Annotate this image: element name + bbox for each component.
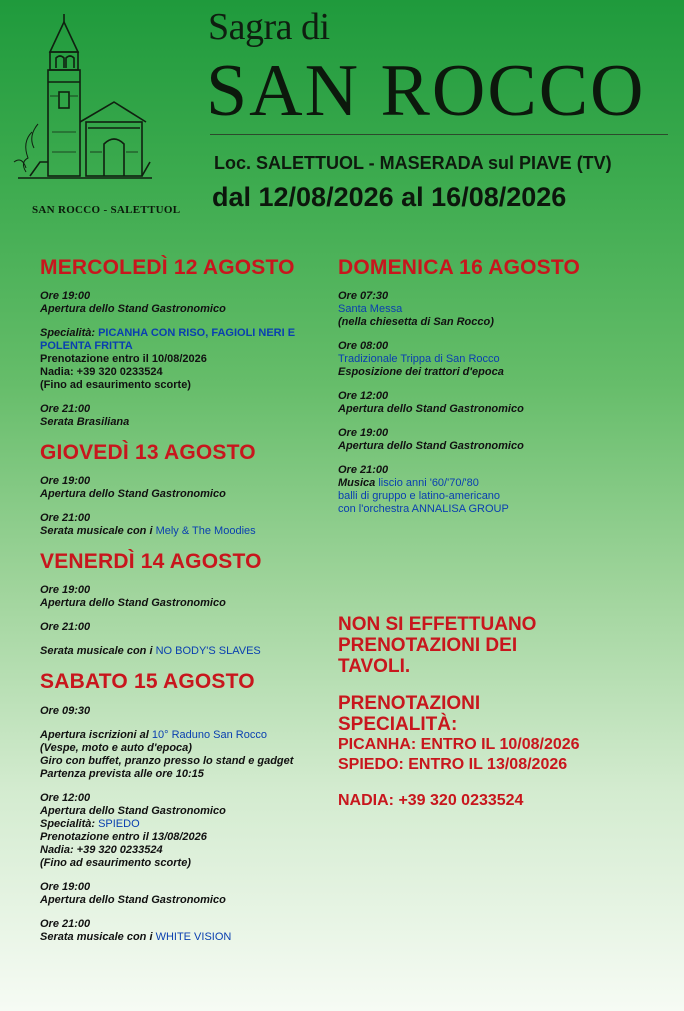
program-event (40, 792, 340, 870)
event-line (40, 805, 340, 818)
notice-contact: NADIA: +39 320 0233524 (338, 792, 524, 809)
event-line (338, 390, 638, 403)
event-line (40, 366, 340, 379)
notice-picanha: PICANHA: ENTRO IL 10/08/2026 (338, 736, 580, 753)
event-text: Prenotazione entro il 10/08/2026 (40, 353, 207, 366)
event-text: liscio anni '60/'70/'80 (378, 477, 479, 490)
event-line (40, 831, 340, 844)
event-line (40, 844, 340, 857)
event-text: WHITE VISION (155, 930, 232, 943)
event-line (338, 403, 638, 416)
event-text: balli di gruppo e latino-americano (338, 490, 501, 503)
event-text: 10° Raduno San Rocco (151, 728, 267, 741)
event-text: Ore 21:00 (40, 512, 91, 525)
event-text: NO BODY'S SLAVES (155, 645, 261, 658)
event-line (40, 475, 340, 488)
program-event (40, 729, 340, 781)
program-event (40, 512, 340, 538)
event-line (40, 621, 340, 634)
event-text: (nella chiesetta di San Rocco) (338, 316, 494, 329)
location: Loc. SALETTUOL - MASERADA sul PIAVE (TV) (214, 153, 612, 173)
day-title: GIOVEDÌ 13 AGOSTO (40, 441, 256, 465)
program-event (40, 918, 340, 944)
event-dates: dal 12/08/2026 al 16/08/2026 (212, 182, 567, 212)
event-text: (Fino ad esaurimento scorte) (40, 379, 191, 392)
program-event (40, 475, 340, 501)
event-line (40, 645, 340, 658)
event-line (40, 525, 340, 538)
event-line (40, 512, 340, 525)
program-event (40, 584, 340, 610)
event-line (338, 316, 638, 329)
program-event (40, 705, 340, 718)
event-text: Nadia: +39 320 0233524 (40, 843, 163, 856)
event-line (338, 490, 638, 503)
spacer (338, 775, 658, 791)
event-text: Apertura dello Stand Gastronomico (338, 440, 524, 453)
event-text: Santa Messa (338, 303, 403, 316)
event-text: Tradizionale Trippa di San Rocco (338, 353, 500, 366)
event-text: Musica (338, 477, 379, 490)
event-text: Apertura dello Stand Gastronomico (40, 597, 226, 610)
event-line (40, 729, 340, 742)
event-text: Serata Brasiliana (40, 416, 130, 429)
event-line (338, 290, 638, 303)
reservation-notice (338, 614, 658, 811)
event-text: Specialità: (40, 817, 99, 830)
event-line (338, 353, 638, 366)
event-text: Ore 19:00 (40, 584, 91, 597)
program-left-column (40, 256, 340, 956)
event-text: Ore 09:30 (40, 704, 91, 717)
program-event (40, 403, 340, 429)
event-text: Serata musicale con i (40, 645, 156, 658)
program-event (338, 390, 638, 416)
day-section (40, 550, 340, 658)
day-title: SABATO 15 AGOSTO (40, 670, 255, 694)
event-text: POLENTA FRITTA (40, 340, 133, 353)
event-line (338, 503, 638, 516)
event-text: (Vespe, moto e auto d'epoca) (40, 741, 192, 754)
notice-spiedo: SPIEDO: ENTRO IL 13/08/2026 (338, 756, 568, 773)
event-line (40, 416, 340, 429)
event-text: Ore 19:00 (40, 290, 91, 303)
event-text: Ore 19:00 (338, 427, 389, 440)
event-line (40, 303, 340, 316)
notice-line: TAVOLI. (338, 656, 411, 677)
event-text: Ore 12:00 (338, 390, 389, 403)
event-text: (Fino ad esaurimento scorte) (40, 856, 191, 869)
event-text: Specialità: (40, 327, 99, 340)
event-line (40, 353, 340, 366)
day-section (40, 670, 340, 943)
notice-line: NON SI EFFETTUANO (338, 614, 537, 635)
event-line (40, 918, 340, 931)
day-section (338, 256, 638, 516)
program-event (338, 290, 638, 329)
event-line (40, 340, 340, 353)
event-text: Apertura dello Stand Gastronomico (338, 403, 524, 416)
day-section (40, 256, 340, 429)
event-line (40, 705, 340, 718)
event-line (40, 894, 340, 907)
event-text: Ore 21:00 (40, 621, 91, 634)
event-line (40, 792, 340, 805)
event-text: Serata musicale con i (40, 930, 156, 943)
event-text: Ore 21:00 (40, 403, 91, 416)
day-title: MERCOLEDÌ 12 AGOSTO (40, 256, 295, 279)
event-line (40, 290, 340, 303)
event-line (40, 881, 340, 894)
event-line (40, 768, 340, 781)
notice-line: PRENOTAZIONI (338, 693, 481, 714)
event-text: Prenotazione entro il 13/08/2026 (40, 830, 207, 843)
event-text: Apertura iscrizioni al (40, 728, 152, 741)
program-event (40, 327, 340, 392)
event-line (40, 931, 340, 944)
program-right-column (338, 256, 638, 528)
event-text: SPIEDO (98, 817, 140, 830)
event-text: Nadia: +39 320 0233524 (40, 366, 163, 379)
logo-caption: SAN ROCCO - SALETTUOL (32, 204, 181, 216)
event-text: Ore 19:00 (40, 880, 91, 893)
event-line (338, 427, 638, 440)
event-text: Partenza prevista alle ore 10:15 (40, 767, 204, 780)
event-line (338, 477, 638, 490)
day-section (40, 441, 340, 538)
event-line (338, 303, 638, 316)
day-title: DOMENICA 16 AGOSTO (338, 256, 581, 279)
program-event (338, 427, 638, 453)
event-text: Ore 07:30 (338, 290, 389, 303)
notice-line: SPECIALITÀ: (338, 714, 458, 735)
event-line (40, 327, 340, 340)
subtitle: Sagra di (208, 6, 330, 48)
event-line (40, 403, 340, 416)
event-line (338, 440, 638, 453)
program-event (338, 464, 638, 516)
event-text: Giro con buffet, pranzo presso lo stand e gadget (40, 754, 294, 767)
event-line (40, 584, 340, 597)
event-text: Mely & The Moodies (155, 525, 256, 538)
notice-line: PRENOTAZIONI DEI (338, 635, 518, 656)
event-text: Ore 21:00 (40, 917, 91, 930)
title-divider (210, 134, 668, 135)
event-line (40, 488, 340, 501)
event-text: Apertura dello Stand Gastronomico (40, 893, 226, 906)
spacer (338, 677, 658, 693)
event-line (40, 818, 340, 831)
event-text: Serata musicale con i (40, 525, 156, 538)
event-line (40, 379, 340, 392)
event-line (40, 857, 340, 870)
event-text: Apertura dello Stand Gastronomico (40, 488, 226, 501)
event-text: PICANHA CON RISO, FAGIOLI NERI E (98, 327, 296, 340)
event-line (338, 366, 638, 379)
day-title: VENERDÌ 14 AGOSTO (40, 550, 262, 574)
event-line (40, 597, 340, 610)
event-text: Ore 08:00 (338, 340, 389, 353)
program-event (40, 621, 340, 634)
church-icon (12, 12, 152, 192)
event-line (40, 742, 340, 755)
event-line (40, 755, 340, 768)
event-text: Apertura dello Stand Gastronomico (40, 303, 226, 316)
event-text: Ore 21:00 (338, 464, 389, 477)
event-text: Ore 12:00 (40, 791, 91, 804)
program-event (338, 340, 638, 379)
event-text: con l'orchestra ANNALISA GROUP (338, 503, 509, 516)
program-event (40, 290, 340, 316)
church-logo (12, 12, 181, 217)
program-event (40, 645, 340, 658)
event-line (338, 340, 638, 353)
program-event (40, 881, 340, 907)
page-title: SAN ROCCO (206, 50, 646, 132)
event-line (338, 464, 638, 477)
event-text: Apertura dello Stand Gastronomico (40, 804, 226, 817)
event-text: Esposizione dei trattori d'epoca (338, 366, 504, 379)
event-text: Ore 19:00 (40, 475, 91, 488)
